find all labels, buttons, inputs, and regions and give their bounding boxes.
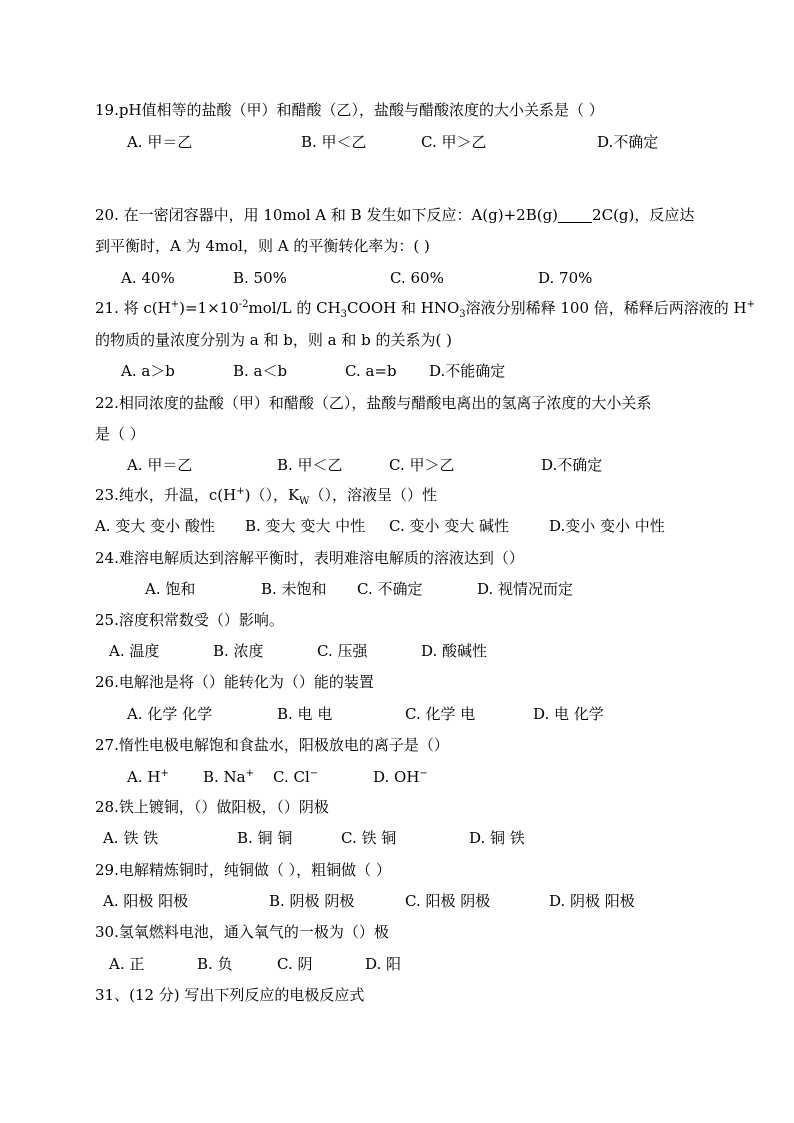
question-28-stem: 28.铁上镀铜，（）做阳极，（）阴极 <box>95 798 329 816</box>
q23-option-a: A. 变大 变小 酸性 <box>95 517 215 535</box>
q23-option-d: D.变小 变小 中性 <box>549 517 665 535</box>
q25-option-a: A. 温度 <box>109 642 160 660</box>
q22-option-d: D.不确定 <box>541 456 603 474</box>
q28-option-d: D. 铜 铁 <box>469 829 525 847</box>
question-22-line2: 是（ ） <box>95 425 145 443</box>
q20-option-a: A. 40% <box>121 269 175 287</box>
question-20-line2: 到平衡时，A 为 4mol，则 A 的平衡转化率为：( ) <box>95 237 430 255</box>
question-25-stem: 25.溶度积常数受（）影响。 <box>95 611 284 629</box>
q30-option-b: B. 负 <box>197 955 233 973</box>
q26-option-b: B. 电 电 <box>277 705 333 723</box>
q29-option-b: B. 阴极 阴极 <box>269 892 355 910</box>
q24-option-b: B. 未饱和 <box>261 580 327 598</box>
q19-option-a: A. 甲＝乙 <box>127 133 193 151</box>
q24-option-c: C. 不确定 <box>357 580 423 598</box>
equilibrium-arrow <box>558 205 592 225</box>
q19-option-c: C. 甲＞乙 <box>421 133 487 151</box>
question-24-stem: 24.难溶电解质达到溶解平衡时，表明难溶电解质的溶液达到（） <box>95 549 524 567</box>
question-21-line2: 的物质的量浓度分别为 a 和 b，则 a 和 b 的关系为( ) <box>95 331 452 349</box>
q20-option-b: B. 50% <box>233 269 287 287</box>
q27-option-d: D. OH− <box>373 768 428 786</box>
q21-option-c: C. a=b <box>345 362 397 380</box>
q24-option-d: D. 视情况而定 <box>477 580 574 598</box>
q30-option-a: A. 正 <box>109 955 145 973</box>
q26-option-d: D. 电 化学 <box>533 705 604 723</box>
q30-option-c: C. 阴 <box>277 955 313 973</box>
q28-option-a: A. 铁 铁 <box>103 829 159 847</box>
q28-option-b: B. 铜 铜 <box>237 829 293 847</box>
q29-option-a: A. 阳极 阳极 <box>103 892 189 910</box>
q26-option-c: C. 化学 电 <box>405 705 476 723</box>
q27-option-c: C. Cl− <box>273 768 319 786</box>
question-23-stem: 23.纯水，升温，c(H+)（），$K_W()$，溶液呈（）性 <box>95 486 437 507</box>
q24-option-a: A. 饱和 <box>145 580 196 598</box>
question-21-line1: 21. 将 $c(H^+)=1\times 10^{-2}mol/L$ 的 $CH_3COOH$ 和 $HNO_3$溶液分别稀释 100 倍，稀释后两溶液的 H+ <box>95 299 756 320</box>
q22-option-c: C. 甲＞乙 <box>389 456 455 474</box>
q23-option-b: B. 变大 变大 中性 <box>245 517 366 535</box>
q29-option-c: C. 阳极 阴极 <box>405 892 491 910</box>
q19-option-d: D.不确定 <box>597 133 659 151</box>
question-22-line1: 22.相同浓度的盐酸（甲）和醋酸（乙），盐酸与醋酸电离出的氢离子浓度的大小关系 <box>95 394 652 412</box>
q23-option-c: C. 变小 变大 碱性 <box>389 517 510 535</box>
question-30-stem: 30.氢氧燃料电池，通入氧气的一极为（）极 <box>95 923 389 941</box>
q19-option-b: B. 甲＜乙 <box>301 133 367 151</box>
question-20-line1: 20. 在一密闭容器中，用 10mol A 和 B 发生如下反应：A(g)+2B(g) 2C(g)，反应达 <box>95 206 695 224</box>
q21-option-d: D.不能确定 <box>429 362 506 380</box>
q26-option-a: A. 化学 化学 <box>127 705 213 723</box>
question-31-stem: 31、(12 分) 写出下列反应的电极反应式 <box>95 986 365 1004</box>
q25-option-d: D. 酸碱性 <box>421 642 488 660</box>
q25-option-c: C. 压强 <box>317 642 368 660</box>
q28-option-c: C. 铁 铜 <box>341 829 397 847</box>
q20-option-d: D. 70% <box>538 269 593 287</box>
q27-option-b: B. Na+ <box>203 768 255 786</box>
q29-option-d: D. 阴极 阳极 <box>549 892 635 910</box>
question-19-stem: 19.pH值相等的盐酸（甲）和醋酸（乙），盐酸与醋酸浓度的大小关系是（ ） <box>95 101 604 119</box>
q21-option-b: B. a＜b <box>233 362 288 380</box>
q21-option-a: A. a＞b <box>121 362 175 380</box>
question-26-stem: 26.电解池是将（）能转化为（）能的装置 <box>95 673 374 691</box>
q20-option-c: C. 60% <box>390 269 444 287</box>
q25-option-b: B. 浓度 <box>213 642 264 660</box>
question-29-stem: 29.电解精炼铜时，纯铜做（ ），粗铜做（ ） <box>95 861 391 879</box>
q27-option-a: A. H+ <box>127 768 169 786</box>
q30-option-d: D. 阳 <box>365 955 402 973</box>
question-27-stem: 27.惰性电极电解饱和食盐水，阳极放电的离子是（） <box>95 736 449 754</box>
q22-option-a: A. 甲＝乙 <box>127 456 193 474</box>
q22-option-b: B. 甲＜乙 <box>277 456 343 474</box>
